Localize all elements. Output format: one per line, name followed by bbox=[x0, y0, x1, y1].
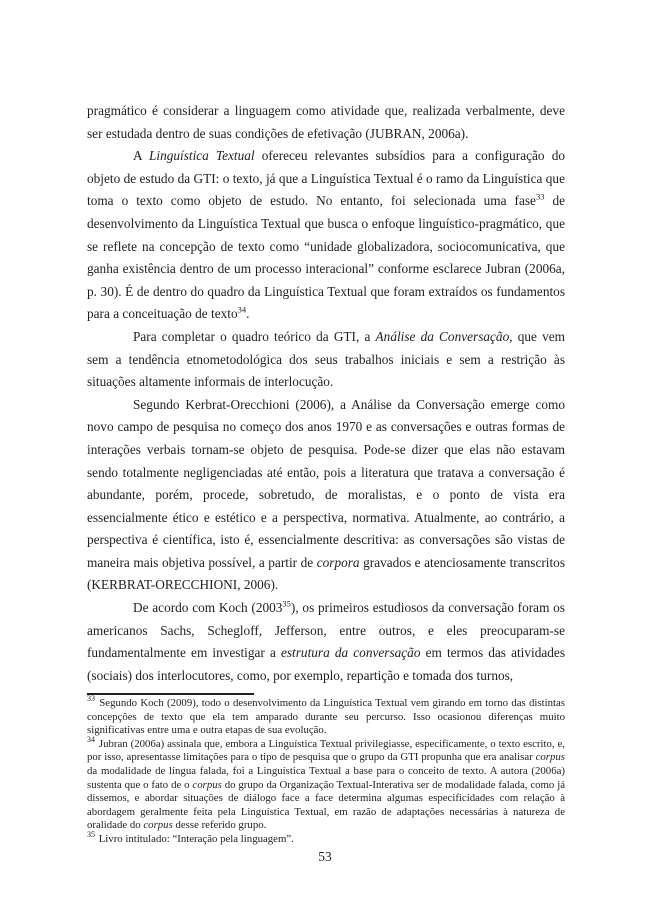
footnote-reference: 33 bbox=[535, 191, 545, 202]
italic-text: corpus bbox=[192, 778, 222, 791]
paragraph bbox=[87, 597, 565, 687]
text-run: . bbox=[246, 306, 250, 322]
text-run: desse referido grupo. bbox=[172, 819, 267, 832]
text-run: Livro intitulado: “Interação pela linguagem”. bbox=[96, 832, 294, 845]
paragraph bbox=[87, 145, 565, 326]
text-run: da modalidade de língua falada, foi a Linguística Textual a base para o conceito de texto. A autora (2006a) sustenta que o fato de o bbox=[87, 764, 565, 791]
text-run: , que vem sem a tendência etnometodológica dos seus trabalhos iniciais e sem a restrição às situações altamente informais de interlocução. bbox=[87, 328, 565, 390]
footnote-reference: 34 bbox=[237, 304, 247, 315]
text-run: Para completar o quadro teórico da GTI, a bbox=[133, 328, 376, 344]
footnote-marker: 34 bbox=[87, 735, 95, 745]
page-number: 53 bbox=[318, 849, 332, 864]
text-run: em termos das atividades (sociais) dos interlocutores, como, por exemplo, repartição e tomada dos turnos, bbox=[87, 645, 565, 683]
text-run: gravados e atenciosamente transcritos (KERBRAT-ORECCHIONI, 2006). bbox=[87, 554, 565, 593]
text-run: do grupo da Organização Textual-Interativa ser de modalidade falada, como já dissemos, e abordar situações de diálogo face a face determina algumas especificidades com relação à abordagem geralmente feita pela Linguística Textual, em razão de adaptações necessárias à natureza de oralidade do bbox=[87, 778, 565, 832]
italic-text: corpora bbox=[316, 554, 360, 570]
footnote-marker: 33 bbox=[87, 694, 95, 704]
text-run: Segundo Koch (2009), todo o desenvolvimento da Linguística Textual vem girando em torno das distintas concepções de texto que ela tem amparado durante seu percurso. Isso ocasionou diferenças muito significativas entre uma e outra etapas de sua evolução. bbox=[87, 697, 565, 737]
text-run: Jubran (2006a) assinala que, embora a Linguística Textual privilegiasse, especificamente, o texto escrito, e, por isso, apresentasse limitações para o tipo de pesquisa que o grupo da GTI propunha que era analisar bbox=[87, 737, 565, 764]
footnote bbox=[87, 830, 565, 847]
text-run: pragmático é considerar a linguagem como atividade que, realizada verbalmente, deve ser estudada dentro de suas condições de efetivação (JUBRAN, 2006a). bbox=[87, 103, 565, 141]
italic-text: corpus bbox=[143, 819, 173, 832]
italic-text: corpus bbox=[535, 751, 565, 764]
footnote-separator bbox=[87, 693, 254, 695]
text-run: ), os primeiros estudiosos da conversação foram os americanos Sachs, Schegloff, Jefferson, entre outros, e eles preocuparam-se fundamentalmente em investigar a bbox=[87, 600, 565, 661]
text-run: Segundo Kerbrat-Orecchioni (2006), a Análise da Conversação emerge como novo campo de pesquisa no começo dos anos 1970 e as conversações e outras formas de interações verbais tornam-se objeto de pesquisa. Pode-se dizer que elas não estavam sendo totalmente negligenciadas até então, pois a literatura que tratava a conversação é abundante, porém, procede, sobretudo, de moralistas, e o ponto de vista era essencialmente ético e estético e a perspectiva, normativa. Atualmente, ao contrário, a perspectiva é científica, isto é, essencialmente descritiva: as conversações são vistas de maneira mais objetiva possível, a partir de bbox=[87, 396, 565, 570]
text-run: de desenvolvimento da Linguística Textual que busca o enfoque linguístico-pragmático, que se reflete na concepção de texto como “unidade globalizadora, sociocomunicativa, que ganha existência dentro de um processo interacional” conforme esclarece Jubran (2006a, p. 30). É de dentro do quadro da Linguística Textual que foram extraídos os fundamentos para a conceituação de texto bbox=[87, 193, 565, 322]
footnote bbox=[87, 735, 565, 833]
italic-text: Linguística Textual bbox=[148, 148, 255, 164]
text-run: ofereceu relevantes subsídios para a configuração do objeto de estudo da GTI: o texto, já que a Linguística Textual é o ramo da Linguística que toma o texto como objeto de estudo. No entanto, foi selecionada uma fase bbox=[87, 148, 565, 209]
footnote-marker: 35 bbox=[87, 830, 95, 840]
italic-text: estrutura da conversação bbox=[280, 645, 421, 661]
paragraph bbox=[87, 326, 565, 394]
paragraph bbox=[87, 394, 565, 597]
text-run: A bbox=[133, 148, 149, 164]
footnote-reference: 35 bbox=[282, 598, 291, 609]
italic-text: Análise da Conversação bbox=[375, 328, 510, 344]
paragraph bbox=[87, 100, 565, 145]
footnote bbox=[87, 694, 565, 738]
footnotes bbox=[87, 694, 565, 847]
text-run: De acordo com Koch (2003 bbox=[133, 600, 283, 616]
body-text bbox=[87, 100, 565, 687]
